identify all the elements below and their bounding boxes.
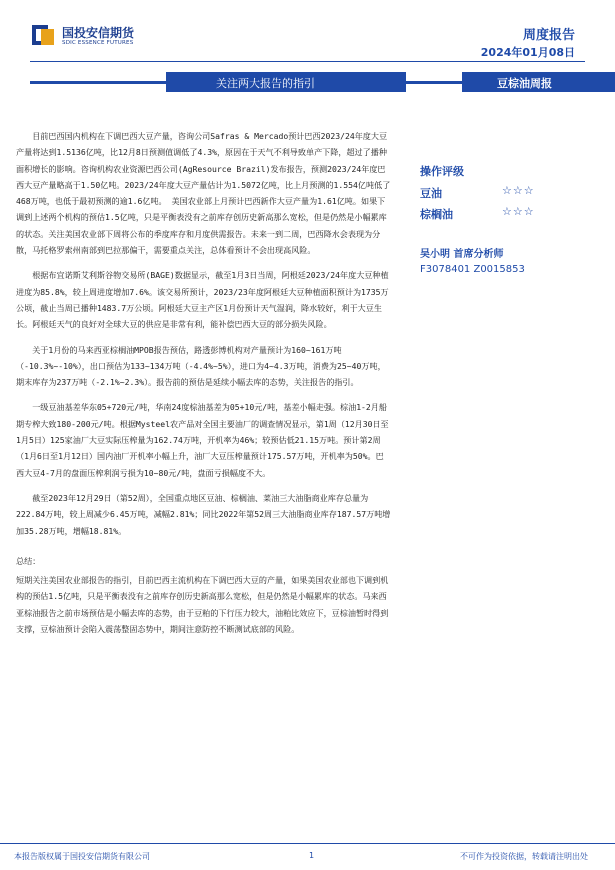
company-name-en: SDIC ESSENCE FUTURES [62, 40, 134, 46]
banner-title-box [166, 72, 406, 92]
body-paragraph: 截至2023年12月29日（第52周），全国重点地区豆油、棕榈油、菜油三大油脂商业库存总量为222.84万吨，较上周减少6.45万吨，减幅2.81%；同比2022年第52周三大油脂商业库存187.57万吨增加35.28万吨，增幅18.81%。 [16, 492, 391, 536]
body-paragraph: 一级豆油基差华东05+720元/吨，华南24度棕油基差为05+10元/吨，基差小幅走强。棕油1-2月船期专榨大致180-200元/吨。根据Mysteel农产品对全国主要油厂的调查情况显示，第1周（12月30日至1月5日）125家油厂大豆实际压榨量为162.74万吨，开机率为46%；较预估低21.15万吨。预计第2周（1月6日至1月12日）国内油厂开机率小幅上升，油厂大豆压榨量预计175.57万吨，开机率为50%。巴西大豆4-7月的盘面压榨利润亏损为10~80元/吨，盘面亏损幅度不大。 [16, 402, 389, 478]
body-paragraph: 根据布宜诺斯艾利斯谷物交易所(BAGE)数据显示，截至1月3日当周，阿根廷2023/24年度大豆种植进度为85.8%，较上周进度增加7.6%。该交易所预计，2023/23年度阿根廷大豆种植面积预计为1735万公顷，截止当周已播种1483.7万公顷。阿根廷大豆主产区1月份预计天气湿润，降水较好，利于大豆生长。阿根廷天气的良好对全球大豆的供应是非常有利，能补偿巴西大豆的部分损失风险。 [16, 270, 389, 330]
disclaimer-notice: 不可作为投资依据，转载请注明出处 [460, 852, 588, 861]
page-number: 1 [309, 851, 315, 860]
title-banner [30, 72, 615, 92]
rating-row-palm-oil [420, 206, 590, 227]
logo-mark-icon [30, 22, 56, 48]
summary-text: 短期关注美国农业部报告的指引，目前巴西主流机构在下调巴西大豆的产量，如果美国农业部也下调到机构的预估1.5亿吨，只是平衡表没有之前库存创历史新高那么宽松，但是仍然是小幅累库的状态。马来西亚棕油报告之前市场预估是小幅去库的态势，由于豆粕的下行压力较大，油粕比效应下，豆棕油暂时得到支撑，豆棕油预计会陷入震荡整固态势中，期间注意防控不断测试底部的风险。 [16, 575, 389, 635]
body-paragraph: 目前巴西国内机构在下调巴西大豆产量，咨询公司Safras & Mercado预计巴西2023/24年度大豆产量将达到1.5136亿吨，比12月8日预测值调低了4.3%，原因在于天气不利导致单产下降，超过了播种面积增长的影响。咨询机构农业资源巴西公司(AgResource Brazil)发布报告，预测2023/24年度巴西大豆产量略高于1.50亿吨。2023/24年度大豆产量估计为1.5072亿吨，比上月预测的1.554亿吨低了468万吨，也低于最初预测的逾1.6亿吨。 美国农业部上月预计巴西新作大豆产量为1.61亿吨。如果下调到上述两个机构的预估1.5亿吨，只是平衡表没有之前库存创历史新高那么宽松，但是仍然是小幅累库的状态。关注美国农业部下周将公布的季度库存和月度供需报告。未来一到二周，巴西降水会表现为分散，马托格罗索州南部到巴拉那偏干，需要重点关注，总体看预计不会出现高风险。 [16, 131, 391, 256]
copyright-notice: 本报告版权属于国投安信期货有限公司 [14, 852, 150, 861]
main-content [16, 128, 391, 646]
summary-section [16, 572, 391, 637]
sidebar [420, 163, 590, 275]
analyst-name: 吴小明 首席分析师 [420, 249, 504, 260]
footer-divider [0, 843, 615, 844]
banner-bar-middle [406, 81, 462, 84]
rating-stars-icon: ☆☆☆ [502, 184, 535, 197]
rating-heading: 操作评级 [420, 165, 464, 178]
body-paragraph: 关于1月份的马来西亚棕榈油MPOB报告预估，路透彭博机构对产量预计为160~161万吨（-10.3%~-10%），出口预估为133~134万吨（-4.4%~5%），进口为4~4.3万吨，消费为25~40万吨，期末库存为237万吨（-2.1%~2.3%）。报告前的预估是延续小幅去库的态势，关注报告的指引。 [16, 344, 386, 388]
company-logo [30, 22, 145, 52]
company-name-cn: 国投安信期货 [62, 26, 135, 40]
banner-bar-left [30, 81, 166, 84]
rating-name: 棕榈油 [420, 208, 453, 221]
report-title: 关注两大报告的指引 [216, 77, 315, 90]
report-date: 2024年01月08日 [480, 46, 575, 59]
report-type: 周度报告 [522, 28, 575, 43]
rating-name: 豆油 [420, 187, 442, 200]
rating-row-soybean-oil [420, 185, 590, 206]
banner-category-box [462, 72, 615, 92]
rating-stars-icon: ☆☆☆ [502, 205, 535, 218]
header-divider [30, 61, 585, 62]
summary-heading: 总结： [16, 555, 41, 566]
analyst-ids: F3078401 Z0015853 [420, 264, 525, 275]
report-category: 豆棕油周报 [497, 77, 552, 90]
